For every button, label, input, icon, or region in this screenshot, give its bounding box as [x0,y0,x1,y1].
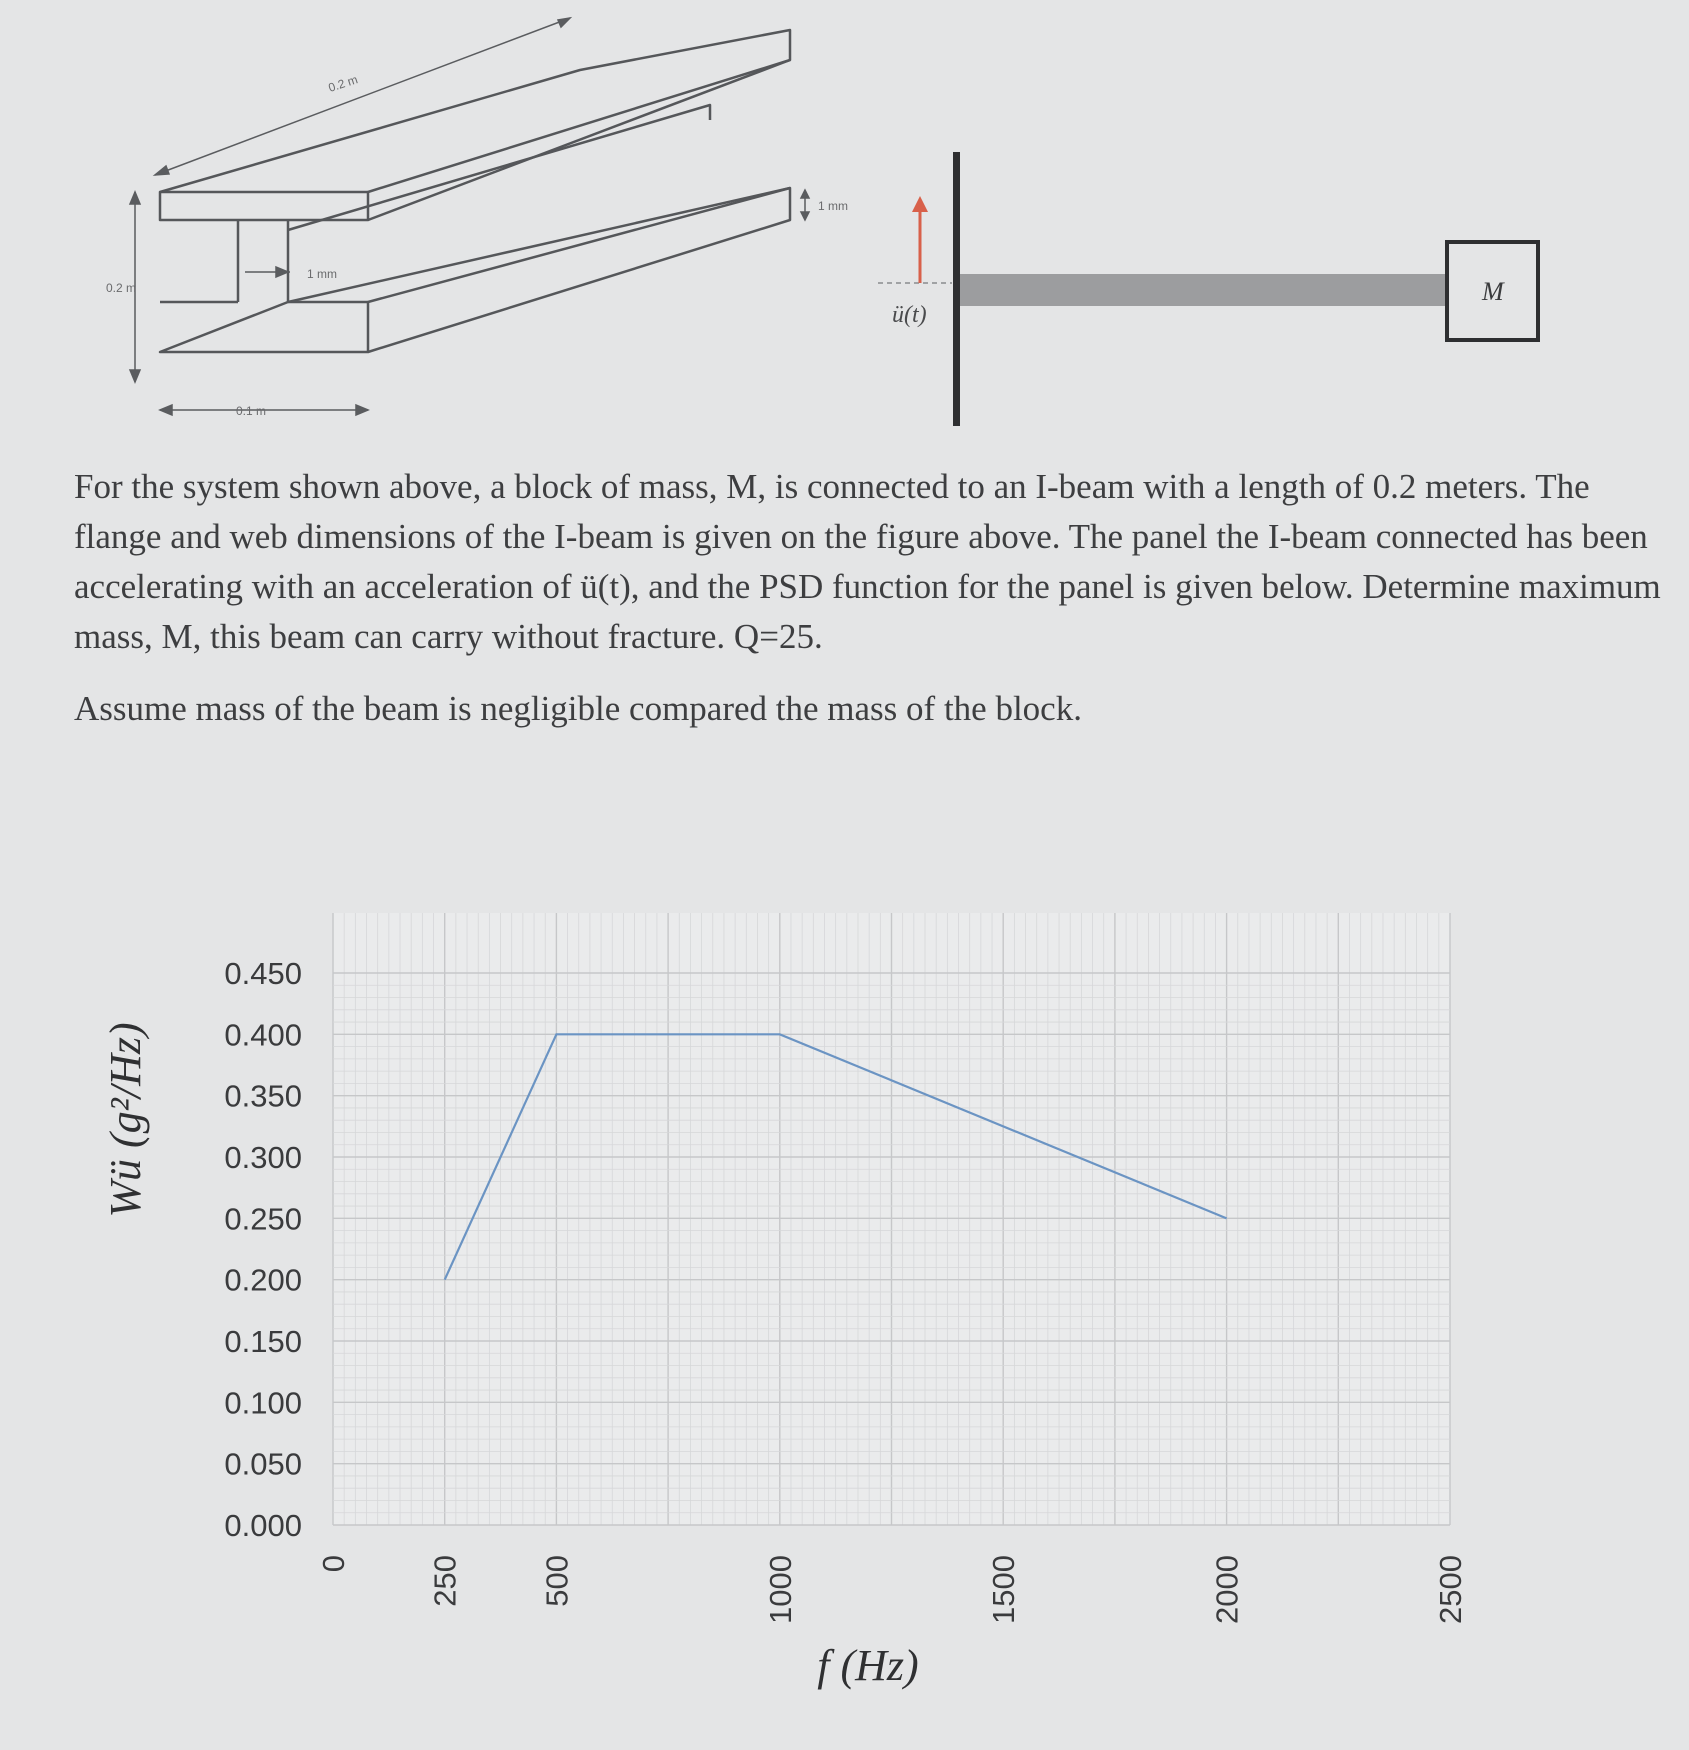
dim-flange-label: 1 mm [818,199,848,213]
psd-chart [0,820,1689,1750]
x-tick-label: 1000 [762,1555,798,1624]
dim-height-label: 0.2 m [106,281,137,295]
acceleration-label: ü(t) [892,302,927,328]
x-tick-label: 0 [316,1555,351,1573]
panel-wall [953,152,960,426]
problem-statement [74,462,1674,734]
y-tick-label: 0.250 [224,1201,302,1237]
dimension-lines [130,18,809,415]
y-tick-label: 0.400 [224,1017,302,1053]
y-tick-label: 0.150 [224,1324,302,1359]
arrow-head-icon [912,196,928,212]
x-axis-label: f (Hz) [817,1641,919,1690]
problem-text: For the system shown above, a block of mass, M, is connected to an I-beam with a length of 0.2 meters. The flange and web dimensions of the I-beam is given on the figure above. The panel the I-beam connected has been accelerating with an acceleration of ü(t), and the PSD function for the panel is given below. Determine maximum mass, M, this beam can carry without fracture. Q=25. [74,467,1661,656]
mass-label: M [1482,277,1504,306]
assumption-text: Assume mass of the beam is negligible compared the mass of the block. [74,689,1082,728]
x-tick-label: 2500 [1433,1555,1468,1624]
i-beam-drawing [160,30,790,352]
x-tick-label: 2000 [1209,1555,1245,1624]
x-tick-label: 250 [427,1555,463,1607]
y-tick-label: 0.000 [224,1508,302,1543]
x-tick-labels [316,1555,1468,1624]
dim-length-label: 0.2 m [326,72,360,95]
chart-grid [333,913,1450,1525]
web [238,220,288,302]
cantilever-schematic [878,152,1538,426]
y-tick-label: 0.300 [224,1140,302,1175]
y-tick-labels [224,956,302,1543]
y-tick-label: 0.100 [224,1385,302,1421]
y-tick-label: 0.350 [224,1078,302,1114]
dim-web-label: 1 mm [307,267,337,281]
dim-width-label: 0.1 m [236,404,267,418]
x-tick-label: 1500 [986,1555,1022,1624]
y-tick-label: 0.450 [224,956,302,991]
system-figure [0,0,1689,460]
bottom-flange [160,302,368,352]
x-tick-label: 500 [539,1555,575,1607]
cantilever-beam [960,274,1448,306]
y-axis-label: Wü (g²/Hz) [101,1022,150,1218]
y-tick-label: 0.050 [224,1446,302,1482]
y-tick-label: 0.200 [224,1262,302,1298]
